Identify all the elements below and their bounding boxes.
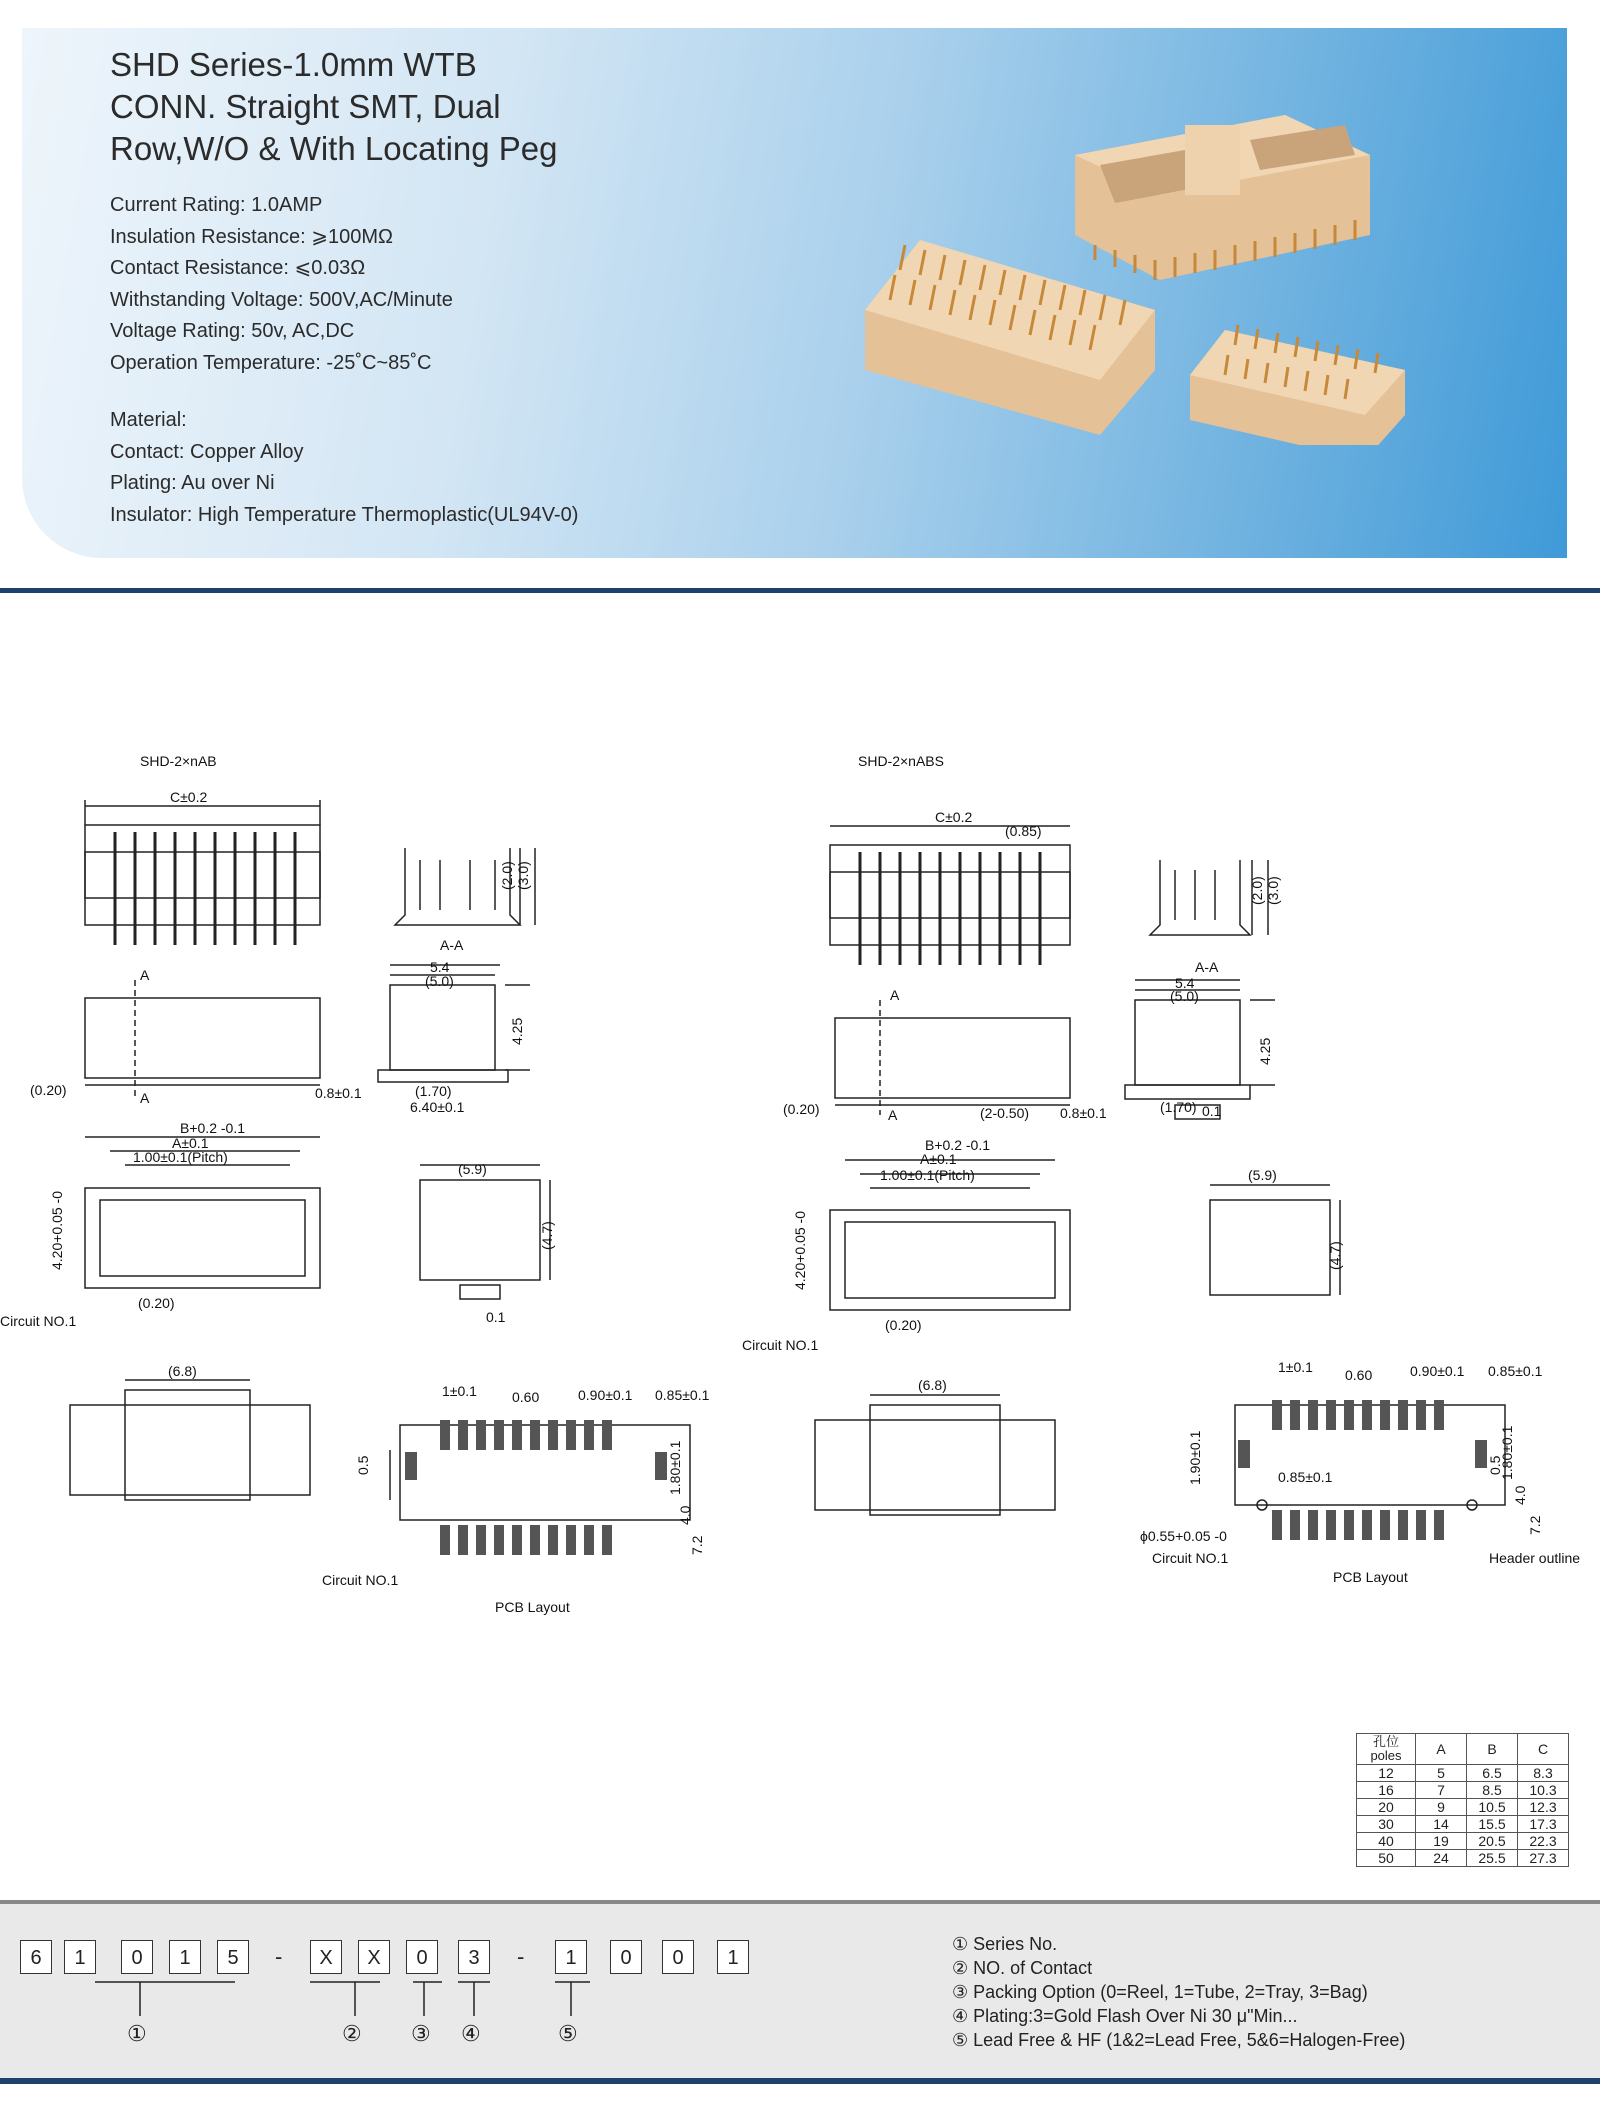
left-pcb-layout-label: PCB Layout — [495, 1599, 570, 1615]
left-pad-060: 0.60 — [512, 1389, 540, 1405]
left-dim-b: B+0.2 -0.1 — [180, 1120, 245, 1136]
left-dim-54: 5.4 — [430, 959, 450, 975]
right-pad-085: 0.85±0.1 — [1488, 1363, 1543, 1379]
right-dim-47: (4.7) — [1327, 1241, 1343, 1270]
left-dim-020b: (0.20) — [138, 1295, 175, 1311]
cell-c: 17.3 — [1518, 1816, 1569, 1833]
pn-digit: 6 — [20, 1940, 52, 1974]
spec-insulation: Insulation Resistance: ⩾100MΩ — [110, 225, 393, 248]
spec-voltage: Voltage Rating: 50v, AC,DC — [110, 320, 355, 342]
pn-dash: - — [275, 1944, 283, 1969]
right-bottom-view — [830, 1210, 1070, 1310]
connector-photo — [865, 95, 1435, 445]
product-title — [110, 44, 558, 170]
right-pad-72: 7.2 — [1527, 1515, 1543, 1535]
left-front-view — [390, 985, 495, 1070]
pn-digit: 0 — [121, 1940, 153, 1974]
right-pad-090: 0.90±0.1 — [1410, 1363, 1465, 1379]
cell-b: 8.5 — [1467, 1782, 1518, 1799]
technical-drawings — [0, 740, 1600, 1640]
cell-b: 6.5 — [1467, 1765, 1518, 1782]
right-dim-425: 4.25 — [1257, 1037, 1273, 1065]
cell-b: 20.5 — [1467, 1833, 1518, 1850]
legend-contacts: ② NO. of Contact — [952, 1958, 1093, 1978]
table-row — [1357, 1833, 1569, 1850]
spec-list — [110, 190, 453, 379]
right-dim-b: B+0.2 -0.1 — [925, 1137, 990, 1153]
right-underside-view — [815, 1420, 1055, 1510]
left-dim-20: (2.0) — [499, 861, 515, 890]
legend-series: ① Series No. — [952, 1934, 1058, 1954]
right-circuit-label: Circuit NO.1 — [742, 1337, 819, 1353]
marker-3: ③ — [411, 2022, 431, 2047]
table-row — [1357, 1765, 1569, 1782]
connector-right-image — [1190, 325, 1405, 445]
right-dim-a: A±0.1 — [920, 1151, 957, 1167]
part-number-brackets — [0, 1974, 800, 2022]
cell-c: 27.3 — [1518, 1850, 1569, 1867]
right-section-a-top: A — [890, 987, 900, 1003]
left-dim-50: (5.0) — [425, 973, 454, 989]
title-line-1: SHD Series-1.0mm WTB — [110, 46, 477, 83]
left-dim-59: (5.9) — [458, 1161, 487, 1177]
cell-a: 19 — [1416, 1833, 1467, 1850]
left-circuit-label: Circuit NO.1 — [0, 1313, 77, 1329]
right-dim-2050: (2-0.50) — [980, 1105, 1030, 1121]
pn-digit: 1 — [64, 1940, 96, 1974]
right-pcb-layout-label: PCB Layout — [1333, 1569, 1408, 1585]
cell-poles: 30 — [1357, 1816, 1416, 1833]
part-number-legend — [952, 1932, 1405, 2052]
left-top-view — [85, 825, 320, 925]
title-line-2: CONN. Straight SMT, Dual — [110, 88, 501, 125]
right-top-view — [830, 845, 1070, 945]
cell-a: 14 — [1416, 1816, 1467, 1833]
right-dim-54: 5.4 — [1175, 975, 1195, 991]
pn-digit: 0 — [610, 1940, 642, 1974]
cell-poles: 20 — [1357, 1799, 1416, 1816]
footer-divider — [0, 2078, 1600, 2084]
right-section-a-bottom: A — [888, 1107, 898, 1123]
connector-left-image — [865, 240, 1155, 435]
pn-dash: - — [517, 1944, 525, 1969]
left-pcb-circuit: Circuit NO.1 — [322, 1572, 399, 1588]
left-section-a-top: A — [140, 967, 150, 983]
right-drawing-title: SHD-2×nABS — [858, 753, 944, 769]
left-pcb-pads — [405, 1420, 667, 1555]
right-dim-59: (5.9) — [1248, 1167, 1277, 1183]
right-header-outline: Header outline — [1489, 1550, 1581, 1566]
cell-b: 15.5 — [1467, 1816, 1518, 1833]
table-row — [1357, 1782, 1569, 1799]
table-header-c: C — [1518, 1734, 1569, 1765]
left-drawing-title: SHD-2×nAB — [140, 753, 217, 769]
left-pad-085: 0.85±0.1 — [655, 1387, 710, 1403]
left-dim-425: 4.25 — [509, 1017, 525, 1045]
left-pad-090: 0.90±0.1 — [578, 1387, 633, 1403]
left-dim-01: 0.1 — [486, 1309, 506, 1325]
left-pad-72: 7.2 — [689, 1535, 705, 1555]
right-pad-40: 4.0 — [1512, 1485, 1528, 1505]
pn-digit: 1 — [555, 1940, 587, 1974]
right-dim-01: 0.1 — [1202, 1103, 1222, 1119]
cell-b: 25.5 — [1467, 1850, 1518, 1867]
left-bottom-view — [85, 1188, 320, 1288]
right-pad-180: 1.80±0.1 — [1499, 1425, 1515, 1480]
left-label-aa: A-A — [440, 937, 464, 953]
legend-packing: ③ Packing Option (0=Reel, 1=Tube, 2=Tray, 3=Bag) — [952, 1982, 1368, 2002]
left-dim-30: (3.0) — [515, 861, 531, 890]
pn-digit: X — [358, 1940, 390, 1974]
cell-poles: 50 — [1357, 1850, 1416, 1867]
right-dim-20: (2.0) — [1249, 876, 1265, 905]
pn-digit: 1 — [169, 1940, 201, 1974]
left-dim-c: C±0.2 — [170, 789, 208, 805]
right-pcb-circuit: Circuit NO.1 — [1152, 1550, 1229, 1566]
material-contact: Contact: Copper Alloy — [110, 440, 304, 463]
right-pad-060: 0.60 — [1345, 1367, 1373, 1383]
left-dim-640: 6.40±0.1 — [410, 1099, 465, 1115]
right-dim-pitch: 1.00±0.1(Pitch) — [880, 1167, 975, 1183]
header-divider — [0, 588, 1600, 593]
left-dim-68: (6.8) — [168, 1363, 197, 1379]
table-header-b: B — [1467, 1734, 1518, 1765]
material-plating: Plating: Au over Ni — [110, 472, 275, 494]
marker-2: ② — [342, 2022, 362, 2047]
left-side-view — [85, 998, 320, 1078]
left-section-a-bottom: A — [140, 1090, 150, 1106]
right-dim-c: C±0.2 — [935, 809, 973, 825]
left-underside-view — [70, 1405, 310, 1495]
right-pad-05: 0.5 — [1487, 1455, 1503, 1475]
left-top-inner — [85, 852, 320, 898]
table-header-poles: 孔位 poles — [1357, 1734, 1416, 1765]
table-row — [1357, 1850, 1569, 1867]
right-pad-pitch: 1±0.1 — [1278, 1359, 1313, 1375]
spec-contact-resistance: Contact Resistance: ⩽0.03Ω — [110, 257, 366, 279]
left-dim-47: (4.7) — [539, 1221, 555, 1250]
left-dim-170: (1.70) — [415, 1083, 452, 1099]
cell-poles: 40 — [1357, 1833, 1416, 1850]
cell-c: 22.3 — [1518, 1833, 1569, 1850]
right-pad-085b: 0.85±0.1 — [1278, 1469, 1333, 1485]
left-dim-pitch: 1.00±0.1(Pitch) — [133, 1149, 228, 1165]
marker-4: ④ — [461, 2022, 481, 2047]
marker-5: ⑤ — [558, 2022, 578, 2047]
spec-withstanding: Withstanding Voltage: 500V,AC/Minute — [110, 288, 453, 311]
right-dim-30: (3.0) — [1265, 876, 1281, 905]
cell-poles: 16 — [1357, 1782, 1416, 1799]
right-dim-68: (6.8) — [918, 1377, 947, 1393]
cell-c: 8.3 — [1518, 1765, 1569, 1782]
pn-digit: 0 — [406, 1940, 438, 1974]
right-pad-190: 1.90±0.1 — [1187, 1430, 1203, 1485]
left-pad-05: 0.5 — [355, 1455, 371, 1475]
table-row — [1357, 1816, 1569, 1833]
right-dim-020b: (0.20) — [885, 1317, 922, 1333]
left-end-view — [420, 1180, 540, 1280]
left-dim-020a: (0.20) — [30, 1082, 67, 1098]
left-pad-pitch: 1±0.1 — [442, 1383, 477, 1399]
left-dim-420: 4.20+0.05 -0 — [49, 1190, 65, 1270]
cell-b: 10.5 — [1467, 1799, 1518, 1816]
connector-top-image — [1075, 115, 1370, 280]
pn-digit: X — [310, 1940, 342, 1974]
cell-a: 9 — [1416, 1799, 1467, 1816]
left-pad-180: 1.80±0.1 — [667, 1440, 683, 1495]
cell-poles: 12 — [1357, 1765, 1416, 1782]
cell-a: 7 — [1416, 1782, 1467, 1799]
left-dim-08: 0.8±0.1 — [315, 1085, 362, 1101]
left-pad-40: 4.0 — [677, 1505, 693, 1525]
poles-table — [1356, 1733, 1569, 1867]
right-dim-50: (5.0) — [1170, 988, 1199, 1004]
legend-plating: ④ Plating:3=Gold Flash Over Ni 30 μ"Min... — [952, 2006, 1298, 2026]
spec-temperature: Operation Temperature: -25˚C~85˚C — [110, 351, 432, 374]
cell-c: 10.3 — [1518, 1782, 1569, 1799]
right-end-view — [1210, 1200, 1330, 1295]
right-dim-420: 4.20+0.05 -0 — [792, 1210, 808, 1290]
pn-digit: 1 — [717, 1940, 749, 1974]
right-pcb-pads — [1238, 1400, 1487, 1540]
cell-a: 5 — [1416, 1765, 1467, 1782]
right-section-aa — [1150, 860, 1250, 935]
right-dim-08: 0.8±0.1 — [1060, 1105, 1107, 1121]
title-line-3: Row,W/O & With Locating Peg — [110, 130, 558, 167]
right-dim-020a: (0.20) — [783, 1101, 820, 1117]
pn-digit: 3 — [458, 1940, 490, 1974]
cell-a: 24 — [1416, 1850, 1467, 1867]
spec-current: Current Rating: 1.0AMP — [110, 194, 323, 216]
right-dim-170: (1.70) — [1160, 1099, 1197, 1115]
right-label-aa: A-A — [1195, 959, 1219, 975]
material-insulator: Insulator: High Temperature Thermoplastic(UL94V-0) — [110, 503, 579, 526]
material-list — [110, 405, 578, 531]
right-dim-085: (0.85) — [1005, 823, 1042, 839]
table-header-a: A — [1416, 1734, 1467, 1765]
left-dim-a: A±0.1 — [172, 1135, 209, 1151]
pn-digit: 0 — [662, 1940, 694, 1974]
right-front-view — [1135, 1000, 1240, 1085]
right-peg-dim: ϕ0.55+0.05 -0 — [1140, 1528, 1227, 1544]
legend-lead-free: ⑤ Lead Free & HF (1&2=Lead Free, 5&6=Halogen-Free) — [952, 2030, 1406, 2050]
marker-1: ① — [127, 2022, 147, 2047]
cell-c: 12.3 — [1518, 1799, 1569, 1816]
pn-digit: 5 — [217, 1940, 249, 1974]
right-side-view — [835, 1018, 1070, 1098]
material-heading: Material: — [110, 409, 187, 431]
table-row — [1357, 1799, 1569, 1816]
